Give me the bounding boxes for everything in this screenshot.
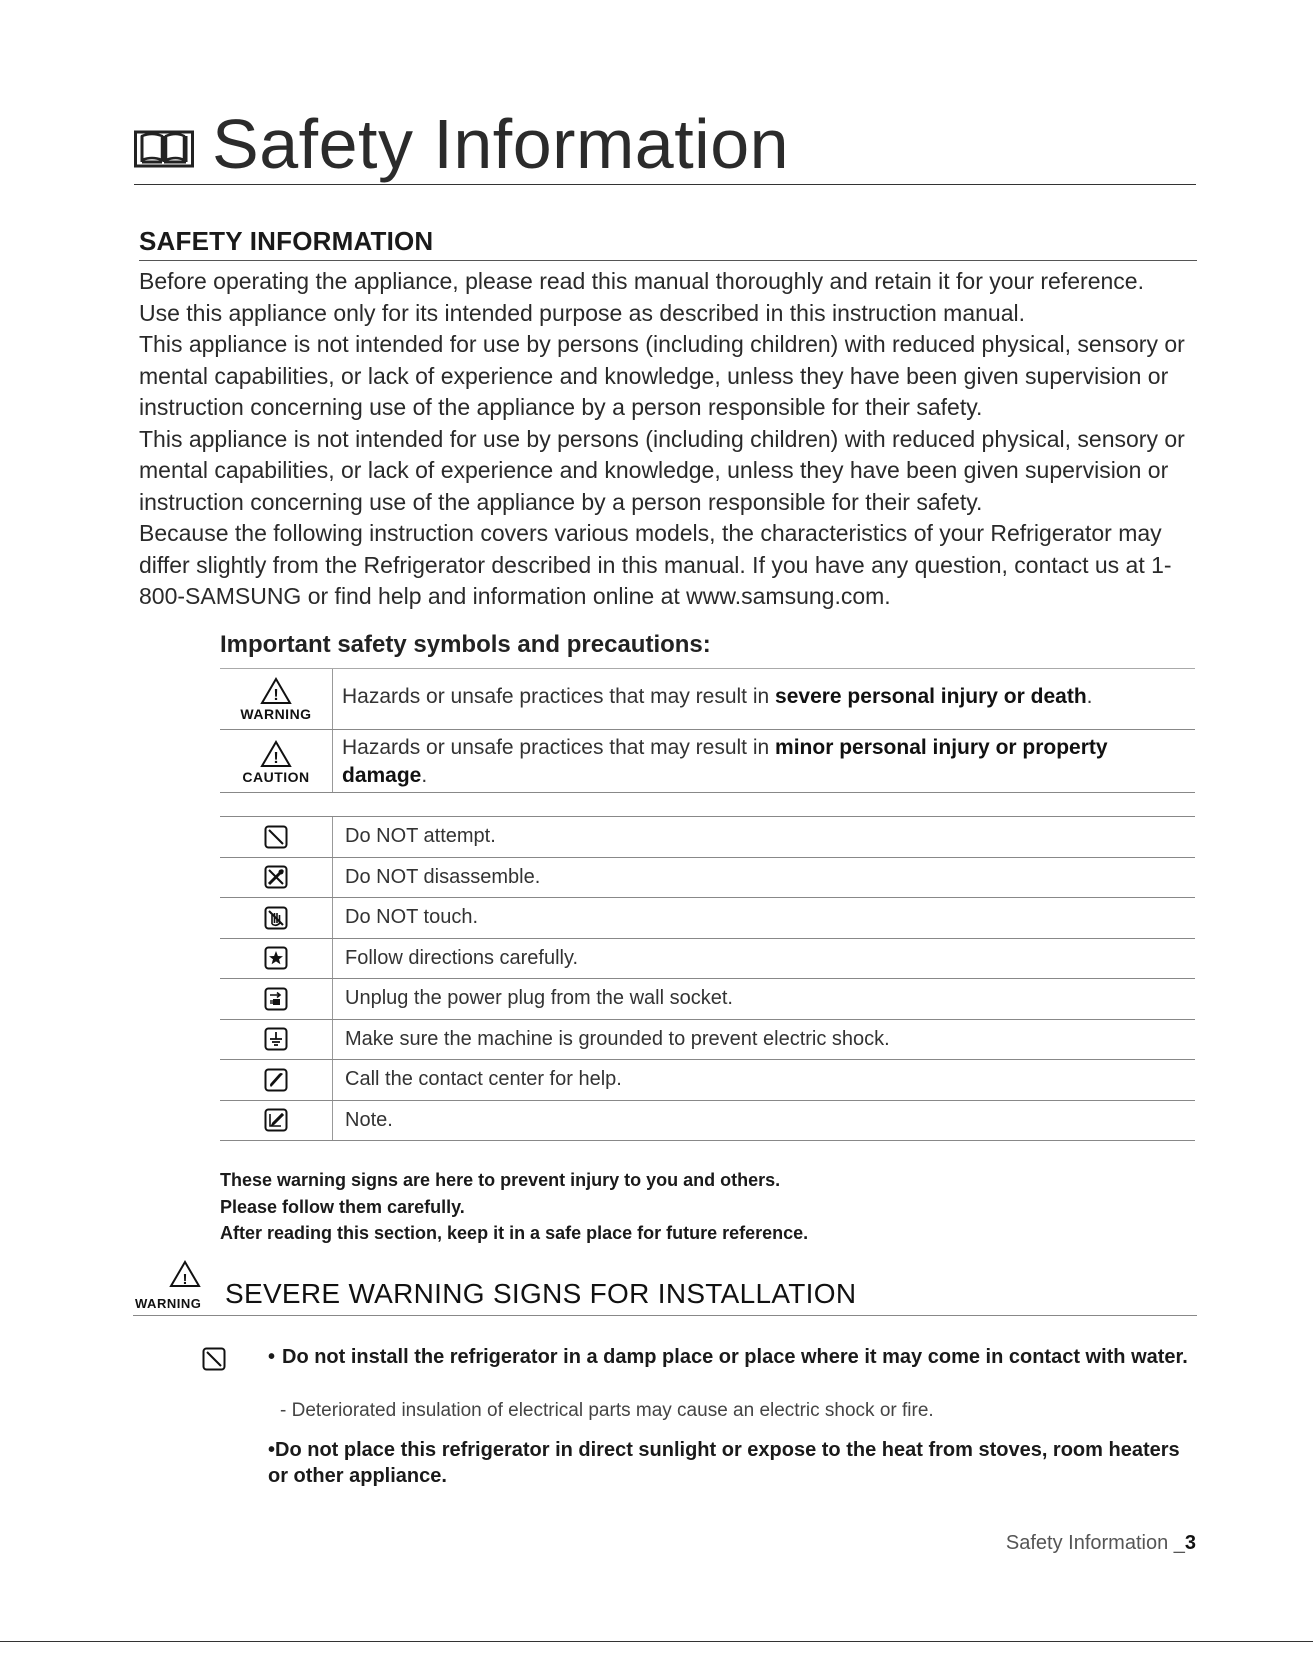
intro-paragraph: Because the following instruction covers various models, the characteristics of your Refrigerator may differ slightly from the Refrigerator described in this manual. If you have any question, contact us at 1-800-SAMSUNG or find help and information online at www.samsung.com.: [139, 520, 1172, 609]
symbol-row: [220, 1020, 1195, 1061]
svg-text:!: !: [182, 1271, 188, 1288]
symbol-label: Do NOT touch.: [345, 906, 479, 928]
star-icon: [264, 946, 288, 970]
severe-warning-label: WARNING: [135, 1296, 202, 1311]
caution-symbol: [220, 730, 333, 792]
symbol-label: Do NOT disassemble.: [345, 865, 541, 888]
book-icon: [134, 128, 194, 168]
warning-bold-text: severe personal injury or death: [775, 685, 1087, 708]
warning-description: [342, 669, 1195, 711]
warning-label: WARNING: [240, 706, 312, 722]
caution-end: .: [421, 764, 428, 787]
page-footer: [1006, 1532, 1196, 1555]
prohibited-icon: [202, 1347, 226, 1371]
bottom-rule: [0, 1641, 1313, 1642]
symbol-row: [220, 858, 1195, 899]
caution-triangle-icon: [260, 740, 292, 768]
ground-icon: [264, 1027, 288, 1051]
bullet-dot: •: [268, 1346, 276, 1368]
warning-caution-table: [220, 668, 1195, 793]
symbol-label: Note.: [345, 1108, 393, 1131]
svg-text:!: !: [273, 687, 279, 704]
footer-text: Safety Information _: [1005, 1532, 1185, 1554]
symbols-table: [220, 816, 1195, 1141]
symbol-cell: [220, 1020, 333, 1060]
symbol-cell: [220, 858, 333, 898]
symbol-row: [220, 1060, 1195, 1101]
symbol-label: Follow directions carefully.: [345, 946, 579, 969]
note-line: These warning signs are here to prevent injury to you and others.: [220, 1170, 781, 1190]
warning-notes: [220, 1167, 808, 1247]
note-line: Please follow them carefully.: [220, 1196, 465, 1217]
page-header: [134, 105, 1196, 185]
severe-warning-title: SEVERE WARNING SIGNS FOR INSTALLATION: [225, 1278, 857, 1309]
unplug-icon: [264, 987, 288, 1011]
bullet-text: Do not place this refrigerator in direct sunlight or expose to the heat from stoves, room heaters or other appliance.: [268, 1439, 1180, 1487]
bullet-icon-cell: [202, 1347, 226, 1376]
section-title-text: SAFETY INFORMATION: [139, 226, 434, 256]
intro-text: [139, 266, 1199, 613]
warning-triangle-icon: [260, 677, 292, 705]
prohibited-icon: [264, 825, 288, 849]
intro-paragraph: This appliance is not intended for use by persons (including children) with reduced physical, sensory or mental capabilities, or lack of experience and knowledge, unless they have been given supervision or instruction concerning use of the appliance by a person responsible for their safety.: [139, 425, 1185, 515]
caution-row: [220, 730, 1195, 793]
intro-paragraph: Before operating the appliance, please read this manual thoroughly and retain it for your reference.: [139, 268, 1144, 294]
no-touch-icon: [264, 906, 288, 930]
bullet-subtext: - Deteriorated insulation of electrical parts may cause an electric shock or fire.: [280, 1400, 934, 1421]
page-number: 3: [1184, 1532, 1196, 1554]
section-title: [139, 226, 1197, 261]
bullet-item: [268, 1344, 1198, 1370]
symbol-cell: [220, 939, 333, 979]
symbol-cell: [220, 1060, 333, 1100]
bullet-item: [268, 1437, 1198, 1489]
symbol-row: [220, 898, 1195, 939]
symbol-label: Make sure the machine is grounded to prevent electric shock.: [345, 1027, 890, 1050]
warning-text: Hazards or unsafe practices that may result in: [342, 685, 776, 708]
bullet-dot: •: [268, 1439, 276, 1461]
symbol-label: Unplug the power plug from the wall socket.: [345, 987, 733, 1009]
caution-bold-text: minor personal injury or property damage: [342, 736, 1108, 787]
symbol-label: Do NOT attempt.: [345, 825, 496, 847]
symbol-cell: [220, 817, 333, 857]
page-title: Safety Information: [212, 105, 790, 183]
caution-text: Hazards or unsafe practices that may result in: [342, 736, 776, 759]
svg-text:!: !: [273, 750, 279, 767]
severe-warning-heading: [133, 1270, 1197, 1316]
warning-symbol: [220, 669, 333, 729]
symbol-row: [220, 1101, 1195, 1142]
note-icon: [264, 1108, 288, 1132]
symbol-row: [220, 939, 1195, 980]
warning-end: .: [1086, 685, 1093, 708]
no-disassemble-icon: [264, 865, 288, 889]
symbol-cell: [220, 979, 333, 1019]
caution-description: [342, 730, 1195, 790]
symbol-row: [220, 979, 1195, 1020]
intro-paragraph: Use this appliance only for its intended purpose as described in this instruction manual.: [139, 299, 1025, 326]
bullet-text: Do not install the refrigerator in a damp place or place where it may come in contact with water.: [282, 1346, 1188, 1368]
symbol-cell: [220, 1101, 333, 1141]
note-line: After reading this section, keep it in a safe place for future reference.: [220, 1223, 809, 1243]
caution-label: CAUTION: [242, 769, 310, 785]
intro-paragraph: This appliance is not intended for use by persons (including children) with reduced physical, sensory or mental capabilities, or lack of experience and knowledge, unless they have been given supervision or instruction concerning use of the appliance by a person responsible for their safety.: [139, 331, 1185, 420]
phone-icon: [264, 1068, 288, 1092]
symbol-cell: [220, 898, 333, 938]
symbol-label: Call the contact center for help.: [345, 1068, 622, 1090]
warning-row: [220, 669, 1195, 730]
symbols-subheading: Important safety symbols and precautions:: [220, 631, 711, 658]
symbol-row: [220, 817, 1195, 858]
